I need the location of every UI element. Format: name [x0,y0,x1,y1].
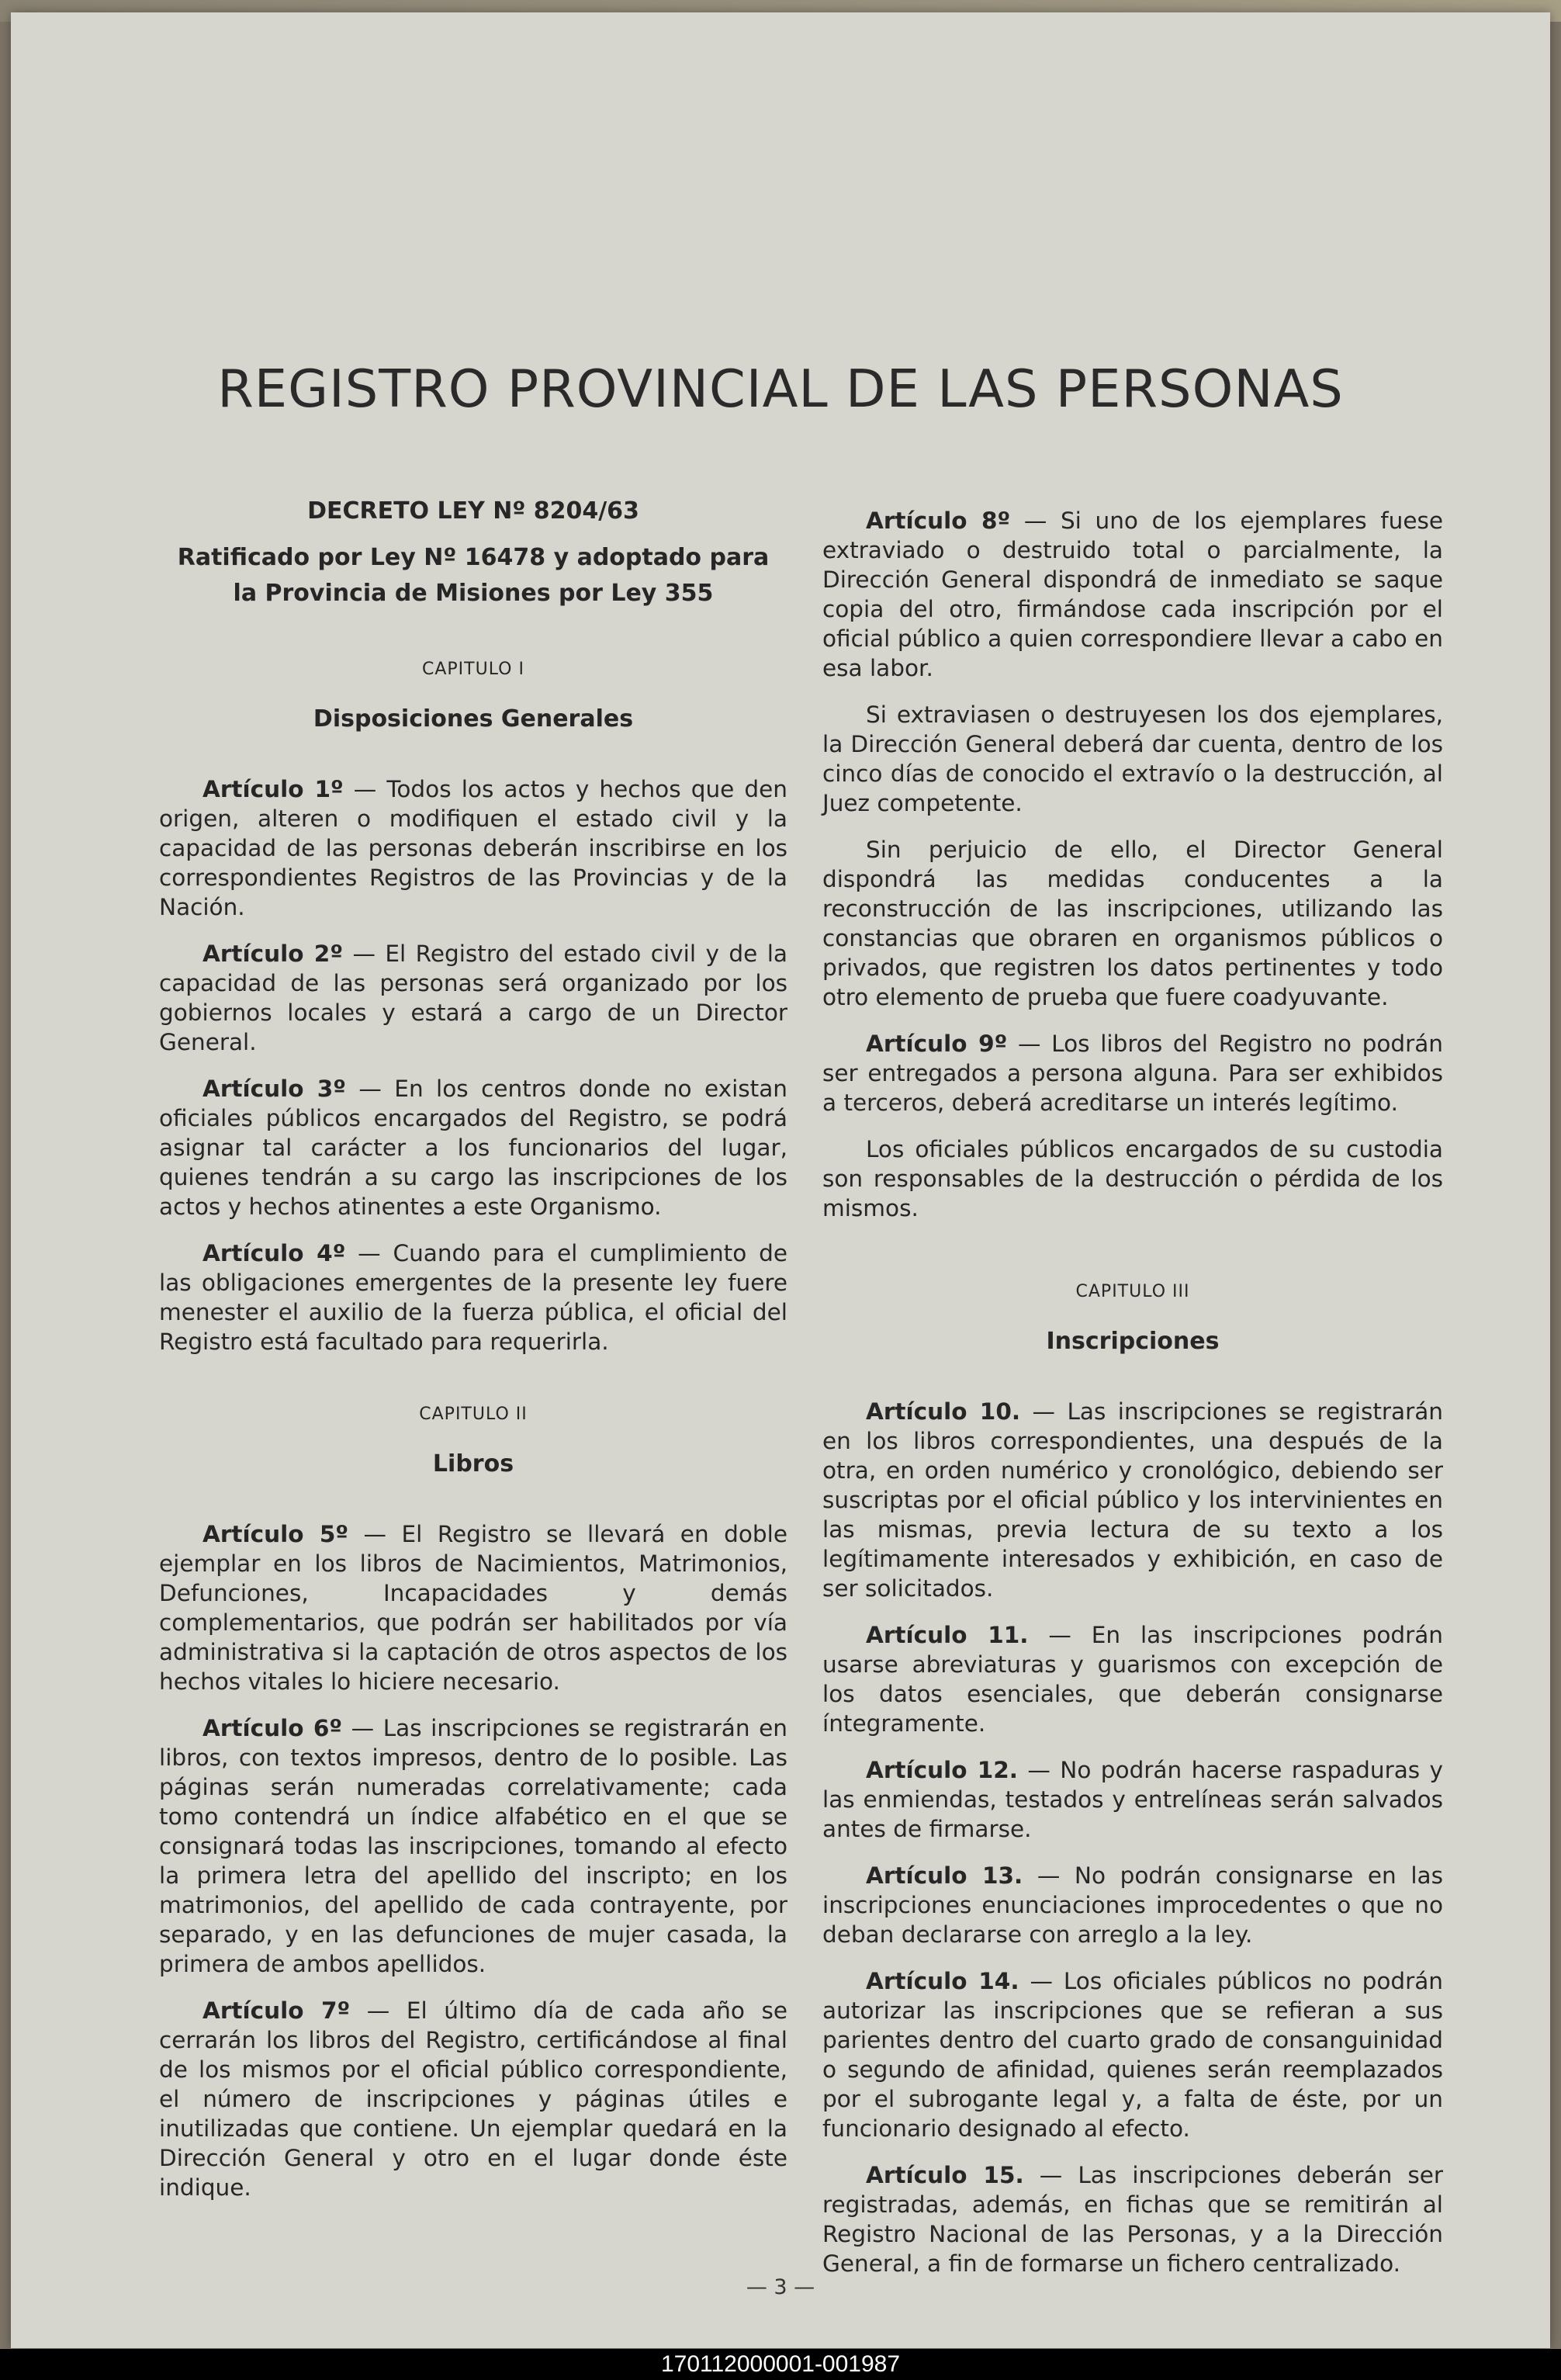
chapter-1-label: CAPITULO I [422,660,524,679]
article-15 [822,2160,1443,2278]
article-13-label: Artículo 13. [866,1862,1023,1889]
article-3-label: Artículo 3º [202,1076,346,1102]
page-number: — 3 — [746,2275,815,2299]
article-2-text: — El Registro del estado civil y de la capacidad de las personas será organizado por los gobiernos locales y estará a cargo de un Director General. [159,941,787,1055]
article-9 [822,1029,1443,1117]
article-9-text: — Los libros del Registro no podrán ser entregados a persona alguna. Para ser exhibidos a terceros, deberá acreditarse un interés legítimo. [822,1031,1443,1116]
article-11-label: Artículo 11. [866,1622,1029,1648]
article-11 [822,1620,1443,1738]
article-5-text: — El Registro se llevará en doble ejemplar en los libros de Nacimientos, Matrimonios, Defunciones, Incapacidades y demás complementarios, que podrán ser habilitados por vía administrativa si la captación de otros aspectos de los hechos vitales lo hiciere necesario. [159,1521,787,1695]
article-8 [822,506,1443,683]
article-1-label: Artículo 1º [202,776,344,802]
chapter-2-title: Libros [432,1450,514,1478]
article-10 [822,1397,1443,1603]
article-9-label: Artículo 9º [866,1031,1008,1057]
article-1-text: — Todos los actos y hechos que den origen, alteren o modifiquen el estado civil y la capacidad de las personas deberán inscribirse en los correspondientes Registros de las Provincias y de la Nación. [159,776,787,920]
article-8-paragraph-3: Sin perjuicio de ello, el Director General dispondrá las medidas conducentes a la reconstrucción de las inscripciones, utilizando las constancias que obraren en organismos públicos o privados, que registren los datos pertinentes y todo otro elemento de prueba que fuere coadyuvante. [822,837,1443,1010]
article-14 [822,1966,1443,2143]
article-15-text: — Las inscripciones deberán ser registradas, además, en fichas que se remitirán al Registro Nacional de las Personas, y a la Dirección General, a fin de formarse un fichero centralizado. [822,2162,1443,2277]
article-8-text: — Si uno de los ejemplares fuese extraviado o destruido total o parcialmente, la Dirección General dispondrá de inmediato se saque copia del otro, firmándose cada inscripción por el oficial público a quien correspondiere llevar a cabo en esa labor. [822,508,1443,681]
decree-ratification: Ratificado por Ley Nº 16478 y adoptado para la Provincia de Misiones por Ley 355 [177,544,770,607]
article-8-paragraph-2: Si extraviasen o destruyesen los dos ejemplares, la Dirección General deberá dar cuenta, dentro de los cinco días de conocido el extravío o la destrucción, al Juez competente. [822,702,1443,816]
article-10-text: — Las inscripciones se registrarán en los libros correspondientes, una después de la otra, en orden numérico y cronológico, debiendo ser suscriptas por el oficial público y los intervinientes en las mismas, previa lectura de su texto a los legítimamente interesados y exhibición, en caso de ser solicitados. [822,1398,1443,1602]
barcode-id-bar: 170112000001-001987 [0,2349,1561,2380]
chapter-1-title: Disposiciones Generales [313,705,634,733]
chapter-3-title: Inscripciones [1046,1328,1220,1355]
article-3-text: — En los centros donde no existan oficiales públicos encargados del Registro, se podrá asignar tal carácter a los funcionarios del lugar, quienes tendrán a su cargo las inscripciones de los actos y hechos atinentes a este Organismo. [159,1076,787,1220]
article-7 [159,1996,787,2202]
article-5 [159,1519,787,1696]
article-6-text: — Las inscripciones se registrarán en libros, con textos impresos, dentro de lo posible. Las páginas serán numeradas correlativamente; cada tomo contendrá un índice alfabético en el que se consignará todas las inscripciones, tomando al efecto la primera letra del apellido del inscripto; en los matrimonios, del apellido de cada contrayente, por separado, y en las defunciones de mujer casada, la primera de ambos apellidos. [159,1715,787,1977]
article-14-label: Artículo 14. [866,1968,1019,1994]
article-4-text: — Cuando para el cumplimiento de las obligaciones emergentes de la presente ley fuere menester el auxilio de la fuerza pública, el oficial del Registro está facultado para requerirla. [159,1240,787,1355]
article-12-text: — No podrán hacerse raspaduras y las enmiendas, testados y entrelíneas serán salvados antes de firmarse. [822,1757,1444,1842]
article-8-label: Artículo 8º [866,508,1011,534]
article-6-label: Artículo 6º [202,1715,343,1741]
article-13-text: — No podrán consignarse en las inscripciones enunciaciones improcedentes o que no deban declararse con arreglo a la ley. [822,1862,1443,1948]
article-2 [159,939,787,1057]
article-14-text: — Los oficiales públicos no podrán autorizar las inscripciones que se refieran a sus parientes dentro del cuarto grado de consanguinidad o segundo de afinidad, quienes serán reemplazados por el subrogante legal y, a falta de éste, por un funcionario designado al efecto. [822,1968,1443,2142]
article-4-label: Artículo 4º [202,1240,346,1266]
article-10-label: Artículo 10. [866,1398,1021,1425]
article-6 [159,1713,787,1979]
article-5-label: Artículo 5º [202,1521,349,1547]
chapter-2-label: CAPITULO II [419,1405,528,1424]
decree-heading: DECRETO LEY Nº 8204/63 [307,497,639,525]
article-3 [159,1074,787,1221]
article-1 [159,774,787,922]
left-column [159,497,787,2219]
article-11-text: — En las inscripciones podrán usarse abreviaturas y guarismos con excepción de los datos esenciales, que deberán consignarse íntegramente. [822,1622,1443,1737]
article-9-paragraph-2: Los oficiales públicos encargados de su custodia son responsables de la destrucción o pérdida de los mismos. [822,1136,1443,1221]
page-title: REGISTRO PROVINCIAL DE LAS PERSONAS [217,359,1344,419]
article-13 [822,1861,1443,1949]
article-7-text: — El último día de cada año se cerrarán los libros del Registro, certificándose al final de los mismos por el oficial público correspondiente, el número de inscripciones y páginas útiles e inutilizadas que contiene. Un ejemplar quedará en la Dirección General y otro en el lugar donde éste indique. [159,1997,787,2201]
article-15-label: Artículo 15. [866,2162,1024,2188]
article-12-label: Artículo 12. [866,1757,1019,1783]
right-column [822,506,1443,2295]
article-2-label: Artículo 2º [202,941,343,967]
article-7-label: Artículo 7º [202,1997,351,2024]
chapter-3-label: CAPITULO III [1075,1282,1190,1301]
article-12 [822,1755,1443,1844]
article-4 [159,1239,787,1356]
